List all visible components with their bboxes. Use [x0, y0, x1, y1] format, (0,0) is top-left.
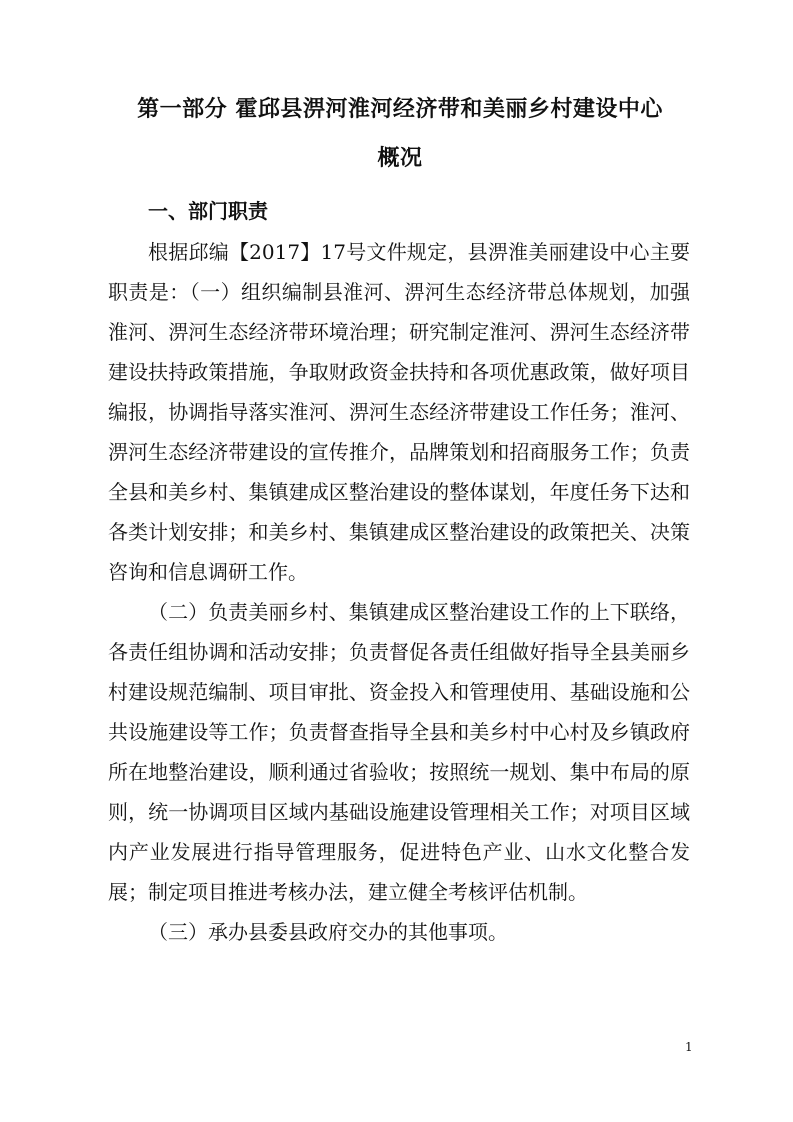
document-title-line-1: 第一部分 霍邱县淠河淮河经济带和美丽乡村建设中心 — [137, 97, 663, 122]
paragraph-duties-1: 根据邱编【2017】17号文件规定，县淠淮美丽建设中心主要职责是：（一）组织编制县淮河、淠河生态经济带总体规划，加强淮河、淠河生态经济带环境治理；研究制定淮河、淠河生态经济带建设扶持政策措施，争取财政资金扶持和各项优惠政策，做好项目编报，协调指导落实淮河、淠河生态经济带建设工作任务；淮河、淠河生态经济带建设的宣传推介，品牌策划和招商服务工作；负责全县和美乡村、集镇建成区整治建设的整体谋划，年度任务下达和各类计划安排；和美乡村、集镇建成区整治建设的政策把关、决策咨询和信息调研工作。 — [108, 240, 690, 584]
document-title-line-2: 概况 — [377, 146, 423, 171]
paragraph-duties-2: （二）负责美丽乡村、集镇建成区整治建设工作的上下联络，各责任组协调和活动安排；负责督促各责任组做好指导全县美丽乡村建设规范编制、项目审批、资金投入和管理使用、基础设施和公共设施建设等工作；负责督查指导全县和美乡村中心村及乡镇政府所在地整治建设，顺利通过省验收；按照统一规划、集中布局的原则，统一协调项目区域内基础设施建设管理相关工作；对项目区域内产业发展进行指导管理服务，促进特色产业、山水文化整合发展；制定项目推进考核办法，建立健全考核评估机制。 — [108, 600, 690, 904]
section-heading-department-duties: 一、部门职责 — [148, 199, 268, 223]
page-number: 1 — [685, 1040, 693, 1054]
body-text — [108, 232, 690, 952]
paragraph-duties-3: （三）承办县委县政府交办的其他事项。 — [148, 920, 508, 944]
